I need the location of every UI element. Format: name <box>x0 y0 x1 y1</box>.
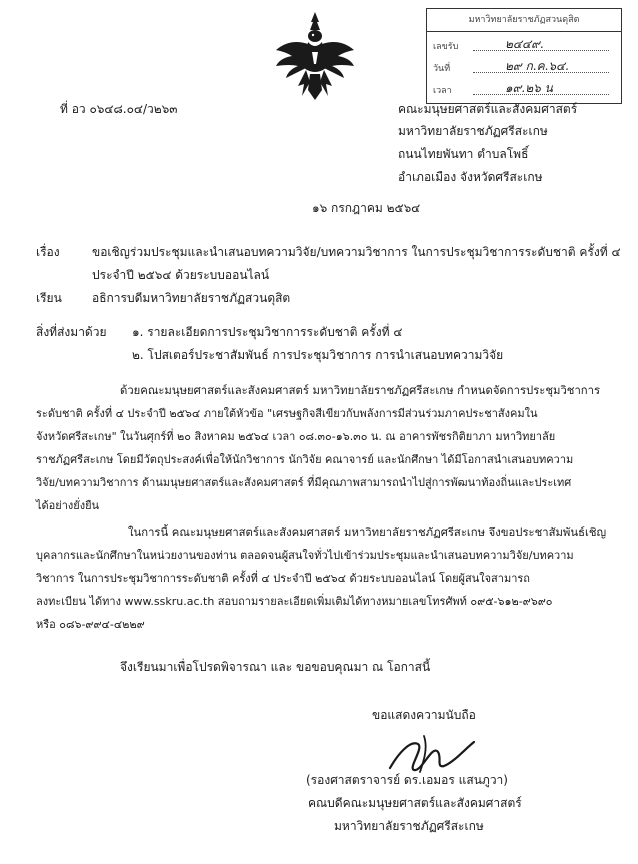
body-paragraph-line: ระดับชาติ ครั้งที่ ๔ ประจำปี ๒๕๖๔ ภายใต้หัวข้อ "เศรษฐกิจสีเขียวกับพลังการมีส่วนร่วมภาคประชาสังคมใน <box>36 407 538 420</box>
stamp-row-number <box>433 35 615 53</box>
recipient-text: อธิการบดีมหาวิทยาลัยราชภัฏสวนดุสิต <box>92 291 291 305</box>
letter-date: ๑๖ กรกฎาคม ๒๕๖๔ <box>312 201 421 215</box>
garuda-emblem <box>272 10 358 102</box>
enclosure-item: ๒. โปสเตอร์ประชาสัมพันธ์ การประชุมวิชาการ การนำเสนอบทความวิจัย <box>132 348 504 362</box>
stamp-label: เลขรับ <box>433 42 459 52</box>
closing-phrase: ขอแสดงความนับถือ <box>372 708 476 722</box>
address-line: ถนนไทยพันทา ตำบลโพธิ์ <box>398 147 529 161</box>
body-paragraph-line: จังหวัดศรีสะเกษ" ในวันศุกร์ที่ ๒๐ สิงหาคม ๒๕๖๔ เวลา ๐๘.๓๐-๑๖.๓๐ น. ณ อาคารพัชรกิติยาภา มหาวิทยาลัย <box>36 430 556 443</box>
stamp-value: ๒๙ ก.ค.๖๔. <box>505 59 569 73</box>
stamp-row-time <box>433 79 615 97</box>
reference-number: ที่ อว ๐๖๔๘.๐๔/ว๒๖๓ <box>60 102 178 116</box>
body-paragraph-line: ราชภัฏศรีสะเกษ โดยมีวัตถุประสงค์เพื่อให้นักวิชาการ นักวิจัย คณาจารย์ และนักศึกษา ได้มีโอกาสนำเสนอบทความ <box>36 453 574 466</box>
handwritten-signature <box>384 724 480 778</box>
stamp-value: ๒๔๔๙. <box>505 37 544 51</box>
body-paragraph-line: ในการนี้ คณะมนุษยศาสตร์และสังคมศาสตร์ มหาวิทยาลัยราชภัฏศรีสะเกษ จึงขอประชาสัมพันธ์เชิญ <box>128 526 607 539</box>
enclosures-label: สิ่งที่ส่งมาด้วย <box>36 325 107 339</box>
stamp-title: มหาวิทยาลัยราชภัฏสวนดุสิต <box>427 9 621 32</box>
body-paragraph-line: ด้วยคณะมนุษยศาสตร์และสังคมศาสตร์ มหาวิทยาลัยราชภัฏศรีสะเกษ กำหนดจัดการประชุมวิชาการ <box>120 384 601 397</box>
subject-label: เรื่อง <box>36 245 60 259</box>
subject-text: ขอเชิญร่วมประชุมและนำเสนอบทความวิจัย/บทความวิชาการ ในการประชุมวิชาการระดับชาติ ครั้งที่ ๔ <box>92 245 621 259</box>
body-paragraph-line: ได้อย่างยั่งยืน <box>36 499 100 512</box>
enclosure-item: ๑. รายละเอียดการประชุมวิชาการระดับชาติ ครั้งที่ ๔ <box>132 325 403 339</box>
recipient-label: เรียน <box>36 291 62 305</box>
body-paragraph-line: หรือ ๐๘๖-๙๙๔-๔๒๒๙ <box>36 618 145 631</box>
address-line: คณะมนุษยศาสตร์และสังคมศาสตร์ <box>398 102 578 116</box>
receipt-stamp <box>426 8 622 104</box>
closing-request: จึงเรียนมาเพื่อโปรดพิจารณา และ ขอขอบคุณมา ณ โอกาสนี้ <box>120 660 431 674</box>
body-paragraph-line: บุคลากรและนักศึกษาในหน่วยงานของท่าน ตลอดจนผู้สนใจทั่วไปเข้าร่วมประชุมและนำเสนอบทความวิจัย/บทความ <box>36 549 574 562</box>
body-paragraph-line: ลงทะเบียน ได้ทาง www.sskru.ac.th สอบถามรายละเอียดเพิ่มเติมได้ทางหมายเลขโทรศัพท์ ๐๙๕-๖๑๒-๙๖๙๐ <box>36 595 553 608</box>
address-line: อำเภอเมือง จังหวัดศรีสะเกษ <box>398 170 543 184</box>
subject-text: ประจำปี ๒๕๖๔ ด้วยระบบออนไลน์ <box>92 268 270 282</box>
body-paragraph-line: วิชาการ ในการประชุมวิชาการระดับชาติ ครั้งที่ ๔ ประจำปี ๒๕๖๔ ด้วยระบบออนไลน์ โดยผู้สนใจสามารถ <box>36 572 530 585</box>
signatory-name: (รองศาสตราจารย์ ดร.เอมอร แสนภูวา) <box>306 773 508 787</box>
signatory-institution: มหาวิทยาลัยราชภัฏศรีสะเกษ <box>334 819 484 833</box>
signatory-position: คณบดีคณะมนุษยศาสตร์และสังคมศาสตร์ <box>308 796 522 810</box>
body-paragraph-line: วิจัย/บทความวิชาการ ด้านมนุษยศาสตร์และสังคมศาสตร์ ที่มีคุณภาพสามารถนำไปสู่การพัฒนาท้องถิ่นและประเทศ <box>36 476 572 489</box>
stamp-label: วันที่ <box>433 64 451 74</box>
stamp-value: ๑๙.๒๖ น <box>505 81 553 95</box>
stamp-label: เวลา <box>433 86 452 96</box>
address-line: มหาวิทยาลัยราชภัฏศรีสะเกษ <box>398 124 548 138</box>
stamp-row-date <box>433 57 615 75</box>
